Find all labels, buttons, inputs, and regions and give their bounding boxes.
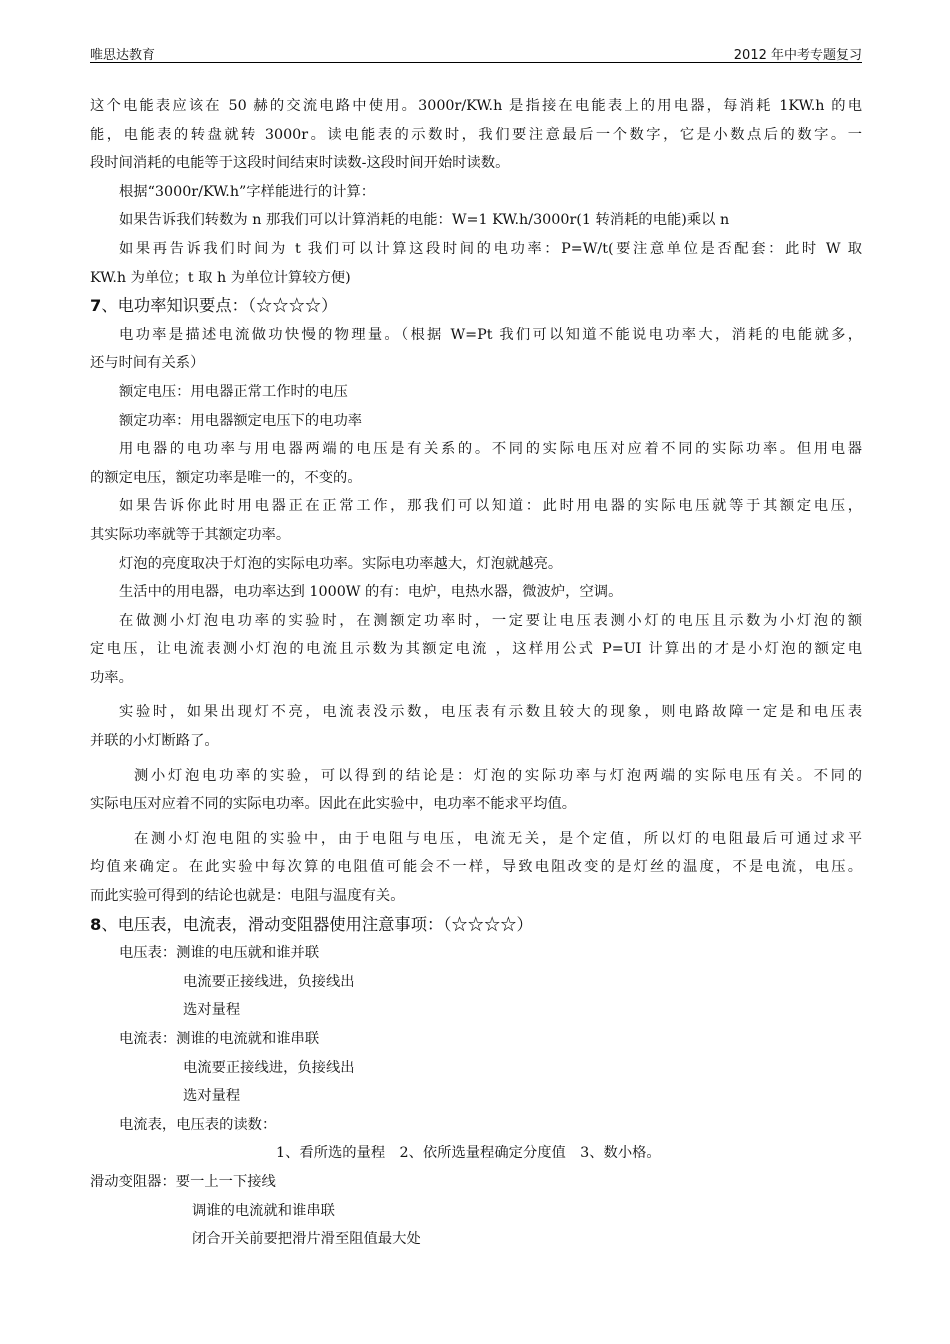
text-line: 灯泡的亮度取决于灯泡的实际电功率。实际电功率越大，灯泡就越亮。 [119, 555, 563, 572]
header-rule [90, 62, 862, 63]
page-header [90, 40, 862, 62]
text-line: 段时间消耗的电能等于这段时间结束时读数-这段时间开始时读数。 [90, 155, 510, 172]
text-line: 选对量程 [183, 1088, 241, 1105]
text-line: 这个电能表应该在 50 赫的交流电路中使用。3000r/KW.h 是指接在电能表上的用电器，每消耗 1KW.h 的电 [90, 98, 862, 114]
text-line: 实验时，如果出现灯不亮，电流表没示数，电压表有示数且较大的现象，则电路故障一定是和电压表 [119, 704, 862, 721]
text-line: 生活中的用电器，电功率达到 1000W 的有：电炉，电热水器，微波炉，空调。 [119, 584, 623, 601]
text-line: 还与时间有关系） [90, 355, 205, 372]
text-line: 如果告诉你此时用电器正在正常工作，那我们可以知道：此时用电器的实际电压就等于其额定电压， [119, 498, 862, 515]
text-line: 1、看所选的量程 2、依所选量程确定分度值 3、数小格。 [276, 1145, 661, 1162]
header-right: 2012 年中考专题复习 [733, 48, 862, 63]
header-left: 唯思达教育 [90, 48, 156, 63]
text-line: 电功率是描述电流做功快慢的物理量。（根据 W=Pt 我们可以知道不能说电功率大，消耗的电能就多， [119, 326, 862, 343]
text-line: 额定功率：用电器额定电压下的电功率 [119, 412, 363, 429]
section-title: 、电压表，电流表，滑动变阻器使用注意事项：（☆☆☆☆） [101, 914, 533, 934]
text-line: KW.h 为单位；t 取 h 为单位计算较方便) [90, 269, 351, 286]
text-line: 如果再告诉我们时间为 t 我们可以计算这段时间的电功率：P=W/t(要注意单位是否配套：此时 W 取 [119, 240, 862, 257]
text-line: 如果告诉我们转数为 n 那我们可以计算消耗的电能：W=1 KW.h/3000r(1 转消耗的电能)乘以 n [119, 212, 730, 229]
text-line: 电流要正接线进，负接线出 [183, 973, 355, 990]
text-line: 根据“3000r/KW.h”字样能进行的计算： [119, 183, 376, 200]
text-line: 能，电能表的转盘就转 3000r。读电能表的示数时，我们要注意最后一个数字，它是小数点后的数字。一 [90, 126, 862, 143]
section-number: 8 [90, 914, 102, 934]
text-line: 在做测小灯泡电功率的实验时，在测额定功率时，一定要让电压表测小灯的电压且示数为小灯泡的额 [119, 612, 862, 629]
text-line: 选对量程 [183, 1002, 241, 1019]
text-line: 实际电压对应着不同的实际电功率。因此在此实验中，电功率不能求平均值。 [90, 796, 577, 813]
text-line: 电流表，电压表的读数： [119, 1116, 277, 1133]
text-line: 并联的小灯断路了。 [90, 733, 219, 750]
text-line: 而此实验可得到的结论也就是：电阻与温度有关。 [90, 888, 405, 905]
text-line: 电流要正接线进，负接线出 [183, 1059, 355, 1076]
document-body [90, 92, 862, 1254]
text-line: 调谁的电流就和谁串联 [192, 1202, 335, 1219]
text-line: 额定电压：用电器正常工作时的电压 [119, 383, 348, 400]
section-title: 、电功率知识要点：（☆☆☆☆） [101, 296, 338, 316]
text-line: 定电压，让电流表测小灯泡的电流且示数为其额定电流 ，这样用公式 P=UI 计算出的才是小灯泡的额定电 [90, 641, 862, 658]
text-line: 用电器的电功率与用电器两端的电压是有关系的。不同的实际电压对应着不同的实际功率。但用电器 [119, 441, 862, 458]
text-line: 在测小灯泡电阻的实验中，由于电阻与电压，电流无关，是个定值，所以灯的电阻最后可通过求平 [134, 830, 862, 847]
section-heading-8 [90, 911, 862, 940]
text-line: 电流表：测谁的电流就和谁串联 [119, 1031, 320, 1047]
text-line: 滑动变阻器：要一上一下接线 [90, 1173, 276, 1190]
text-line: 的额定电压，额定功率是唯一的，不变的。 [90, 469, 362, 486]
text-line: 测小灯泡电功率的实验，可以得到的结论是：灯泡的实际功率与灯泡两端的实际电压有关。不同的 [134, 767, 862, 784]
text-line: 闭合开关前要把滑片滑至阻值最大处 [192, 1231, 421, 1248]
text-line: 均值来确定。在此实验中每次算的电阻值可能会不一样，导致电阻改变的是灯丝的温度，不是电流，电压。 [90, 859, 862, 876]
text-line: 电压表：测谁的电压就和谁并联 [119, 945, 320, 962]
text-line: 功率。 [90, 669, 133, 686]
section-number: 7 [90, 296, 102, 316]
section-heading-7 [90, 292, 862, 321]
text-line: 其实际功率就等于其额定功率。 [90, 526, 291, 543]
